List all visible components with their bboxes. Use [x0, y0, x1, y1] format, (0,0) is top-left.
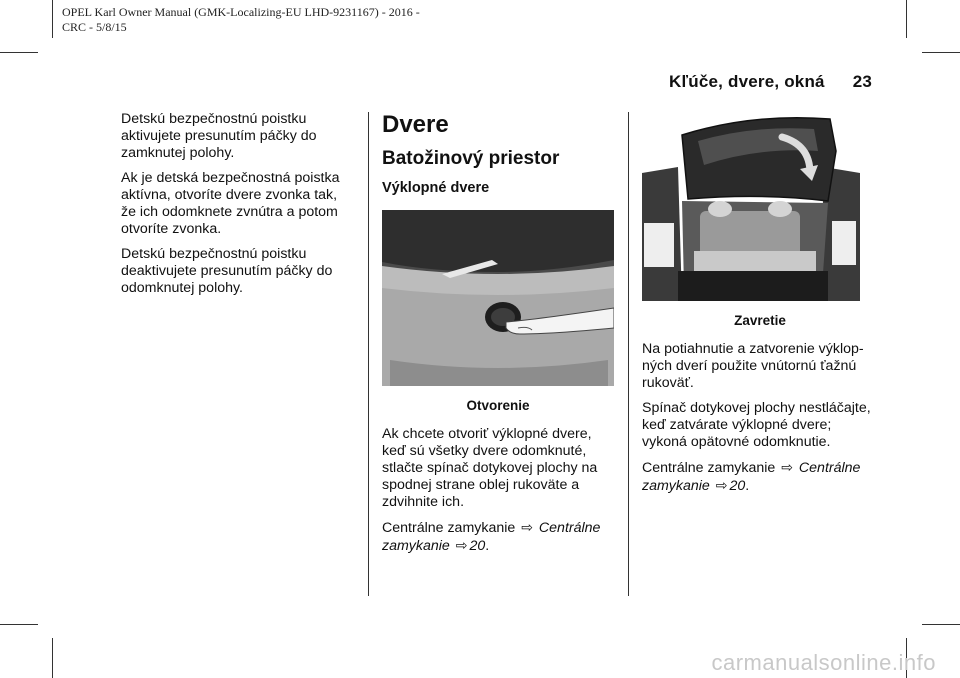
tailgate-opening-illustration — [382, 210, 614, 386]
column-1 — [121, 111, 353, 305]
crop-mark — [52, 638, 53, 678]
tailgate-closing-illustration — [642, 111, 860, 301]
xref-page-arrow-icon: ⇨ — [455, 537, 468, 553]
figure-caption: Zavretie — [734, 313, 786, 328]
xref-lead: Centrálne zamykanie — [382, 520, 516, 536]
body-paragraph: Spínač dotykovej plochy nestláčajte, keď zatvárate výklopné dvere; vykoná opätovné odomknutie. — [642, 400, 871, 450]
body-paragraph: Na potiahnutie a zatvorenie výklop-ných dverí použite vnútornú ťažnú rukoväť. — [642, 341, 864, 391]
crop-mark — [0, 624, 38, 625]
running-head — [669, 72, 872, 92]
document-meta — [62, 5, 420, 35]
xref-link[interactable]: Centrálne zamykanie — [642, 460, 861, 494]
page-number: 23 — [852, 72, 872, 91]
xref-arrow-icon: ⇨ — [781, 459, 793, 475]
xref-page-link[interactable]: 20 — [469, 538, 486, 554]
meta-line-2: CRC - 5/8/15 — [62, 20, 127, 34]
xref-arrow-icon: ⇨ — [521, 519, 533, 535]
body-paragraph: Ak je detská bezpečnostná poistka aktívna, otvoríte dvere zvonka tak, že ich odomknete zvnútra a potom otvoríte zvonka. — [121, 170, 340, 237]
column-3 — [642, 111, 878, 503]
column-divider — [628, 112, 629, 596]
subsection-heading: Batožinový priestor — [382, 148, 560, 169]
cross-reference: Centrálne zamykanie ⇨ Centrálne zamykanie ⇨ 20. — [382, 519, 601, 554]
column-divider — [368, 112, 369, 596]
body-paragraph: Detskú bezpečnostnú poistku deaktivujete presunutím páčky do odomknutej polohy. — [121, 246, 333, 296]
crop-mark — [906, 0, 907, 38]
subsubsection-heading: Výklopné dvere — [382, 180, 490, 196]
xref-page-link[interactable]: 20 — [729, 478, 746, 494]
crop-mark — [52, 0, 53, 38]
meta-line-1: OPEL Karl Owner Manual (GMK-Localizing-EU LHD-9231167) - 2016 - — [62, 5, 420, 19]
figure-caption: Otvorenie — [466, 398, 530, 413]
xref-link[interactable]: Centrálne zamykanie — [382, 520, 601, 554]
cross-reference: Centrálne zamykanie ⇨ Centrálne zamykanie ⇨ 20. — [642, 459, 861, 494]
crop-mark — [0, 52, 38, 53]
watermark: carmanualsonline.info — [711, 650, 936, 675]
body-paragraph: Ak chcete otvoriť výklopné dvere, keď sú všetky dvere odomknuté, stlačte spínač dotykovej plochy na spodnej strane oblej rukoväte a zdvihnite ich. — [382, 426, 598, 510]
column-2 — [382, 111, 614, 563]
xref-lead: Centrálne zamykanie — [642, 460, 776, 476]
crop-mark — [922, 52, 960, 53]
body-paragraph: Detskú bezpečnostnú poistku aktivujete presunutím páčky do zamknutej polohy. — [121, 111, 317, 161]
crop-mark — [922, 624, 960, 625]
section-title: Kľúče, dvere, okná — [669, 72, 825, 91]
xref-page-arrow-icon: ⇨ — [715, 477, 728, 493]
section-heading: Dvere — [382, 111, 449, 138]
